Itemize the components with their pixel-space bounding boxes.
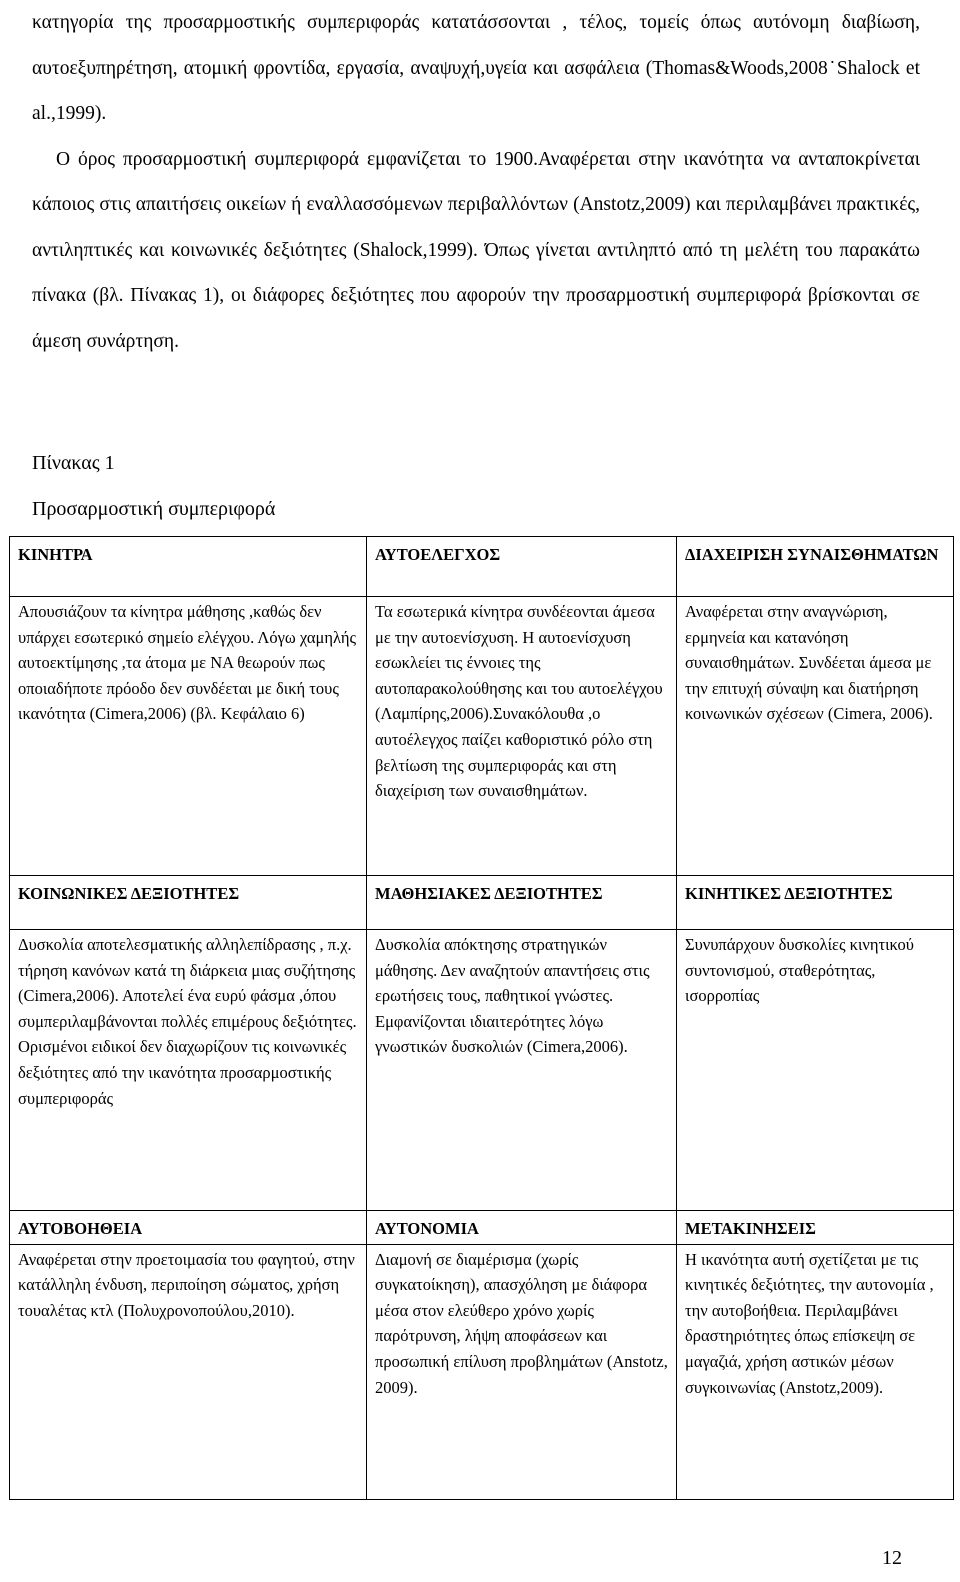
table-cell: Συνυπάρχουν δυσκολίες κινητικού συντονισμού, σταθερότητας, ισορροπίας — [677, 930, 954, 1211]
table-cell: Διαμονή σε διαμέρισμα (χωρίς συγκατοίκηση), απασχόληση με διάφορα μέσα στον ελεύθερο χρόνο χωρίς παρότρυνση, λήψη αποφάσεων και προσωπική επίλυση προβλημάτων (Anstotz, 2009). — [367, 1244, 677, 1499]
table-cell: Απουσιάζουν τα κίνητρα μάθησης ,καθώς δεν υπάρχει εσωτερικό σημείο ελέγχου. Λόγω χαμηλής αυτοεκτίμησης ,τα άτομα με ΝΑ θεωρούν πως οποιαδήποτε πρόοδο δεν συνδέεται με δική τους ικανότητα (Cimera,2006) (βλ. Κεφάλαιο 6) — [10, 597, 367, 876]
table-header-row — [10, 876, 954, 930]
table-cell: Δυσκολία αποτελεσματικής αλληλεπίδρασης , π.χ. τήρηση κανόνων κατά τη διάρκεια μιας συζήτησης (Cimera,2006). Αποτελεί ένα ευρύ φάσμα ,όπου συμπεριλαμβάνονται πολλές επιμέρους δεξιότητες. Ορισμένοι ειδικοί δεν διαχωρίζουν τις κοινωνικές δεξιότητες από την ικανότητα προσαρμοστικής συμπεριφοράς — [10, 930, 367, 1211]
page-number: 12 — [882, 1547, 902, 1569]
adaptive-behavior-table — [9, 536, 954, 1500]
table-cell: Η ικανότητα αυτή σχετίζεται με τις κινητικές δεξιότητες, την αυτονομία , την αυτοβοήθεια. Περιλαμβάνει δραστηριότητες όπως επίσκεψη σε μαγαζιά, χρήση αστικών μέσων συγκοινωνίας (Anstotz,2009). — [677, 1244, 954, 1499]
table-cell: Αναφέρεται στην αναγνώριση, ερμηνεία και κατανόηση συναισθημάτων. Συνδέεται άμεσα με την επιτυχή σύναψη και διατήρηση κοινωνικών σχέσεων (Cimera, 2006). — [677, 597, 954, 876]
table-cell: Τα εσωτερικά κίνητρα συνδέεονται άμεσα με την αυτοενίσχυση. Η αυτοενίσχυση εσωκλείει τις έννοιες της αυτοπαρακολούθησης και του αυτοελέγχου (Λαμπίρης,2006).Συνακόλουθα ,ο αυτοέλεγχος παίζει καθοριστικό ρόλο στη βελτίωση της συμπεριφοράς και στη διαχείριση των συναισθημάτων. — [367, 597, 677, 876]
table-title: Προσαρμοστική συμπεριφορά — [32, 498, 276, 520]
table-cell: Αναφέρεται στην προετοιμασία του φαγητού, στην κατάλληλη ένδυση, περιποίηση σώματος, χρήση τουαλέτας κτλ (Πολυχρονοπούλου,2010). — [10, 1244, 367, 1499]
header-cell: ΜΑΘΗΣΙΑΚΕΣ ΔΕΞΙΟΤΗΤΕΣ — [367, 876, 677, 930]
header-cell: ΚΟΙΝΩΝΙΚΕΣ ΔΕΞΙΟΤΗΤΕΣ — [10, 876, 367, 930]
intro-paragraph-2: Ο όρος προσαρμοστική συμπεριφορά εμφανίζεται το 1900.Αναφέρεται στην ικανότητα να ανταποκρίνεται κάποιος στις απαιτήσεις οικείων ή εναλλασσόμενων περιβαλλόντων (Anstotz,2009) και περιλαμβάνει πρακτικές, αντιληπτικές και κοινωνικές δεξιότητες (Shalock,1999). Όπως γίνεται αντιληπτό από τη μελέτη του παρακάτω πίνακα (βλ. Πίνακας 1), οι διάφορες δεξιότητες που αφορούν την προσαρμοστική συμπεριφορά βρίσκονται σε άμεση συνάρτηση. — [32, 148, 920, 352]
header-cell: ΚΙΝΗΤΡΑ — [10, 537, 367, 597]
table-row — [10, 597, 954, 876]
header-cell: ΔΙΑΧΕΙΡΙΣΗ ΣΥΝΑΙΣΘΗΜΑΤΩΝ — [677, 537, 954, 597]
table-row — [10, 1244, 954, 1499]
table-row — [10, 930, 954, 1211]
header-cell: ΚΙΝΗΤΙΚΕΣ ΔΕΞΙΟΤΗΤΕΣ — [677, 876, 954, 930]
table-header-row — [10, 537, 954, 597]
table-caption: Πίνακας 1 — [32, 452, 115, 474]
header-cell: ΑΥΤΟΝΟΜΙΑ — [367, 1211, 677, 1245]
intro-paragraph-1: κατηγορία της προσαρμοστικής συμπεριφοράς κατατάσσονται , τέλος, τομείς όπως αυτόνομη διαβίωση, αυτοεξυπηρέτηση, ατομική φροντίδα, εργασία, αναψυχή,υγεία και ασφάλεια (Thomas&Woods,2008˙Shalock et al.,1999). — [32, 12, 920, 124]
table-cell: Δυσκολία απόκτησης στρατηγικών μάθησης. Δεν αναζητούν απαντήσεις στις ερωτήσεις τους, παθητικοί γνώστες. Εμφανίζονται ιδιαιτερότητες λόγω γνωστικών δυσκολιών (Cimera,2006). — [367, 930, 677, 1211]
intro-text — [32, 0, 920, 364]
table-header-row — [10, 1211, 954, 1245]
header-cell: ΑΥΤΟΒΟΗΘΕΙΑ — [10, 1211, 367, 1245]
header-cell: ΑΥΤΟΕΛΕΓΧΟΣ — [367, 537, 677, 597]
header-cell: ΜΕΤΑΚΙΝΗΣΕΙΣ — [677, 1211, 954, 1245]
